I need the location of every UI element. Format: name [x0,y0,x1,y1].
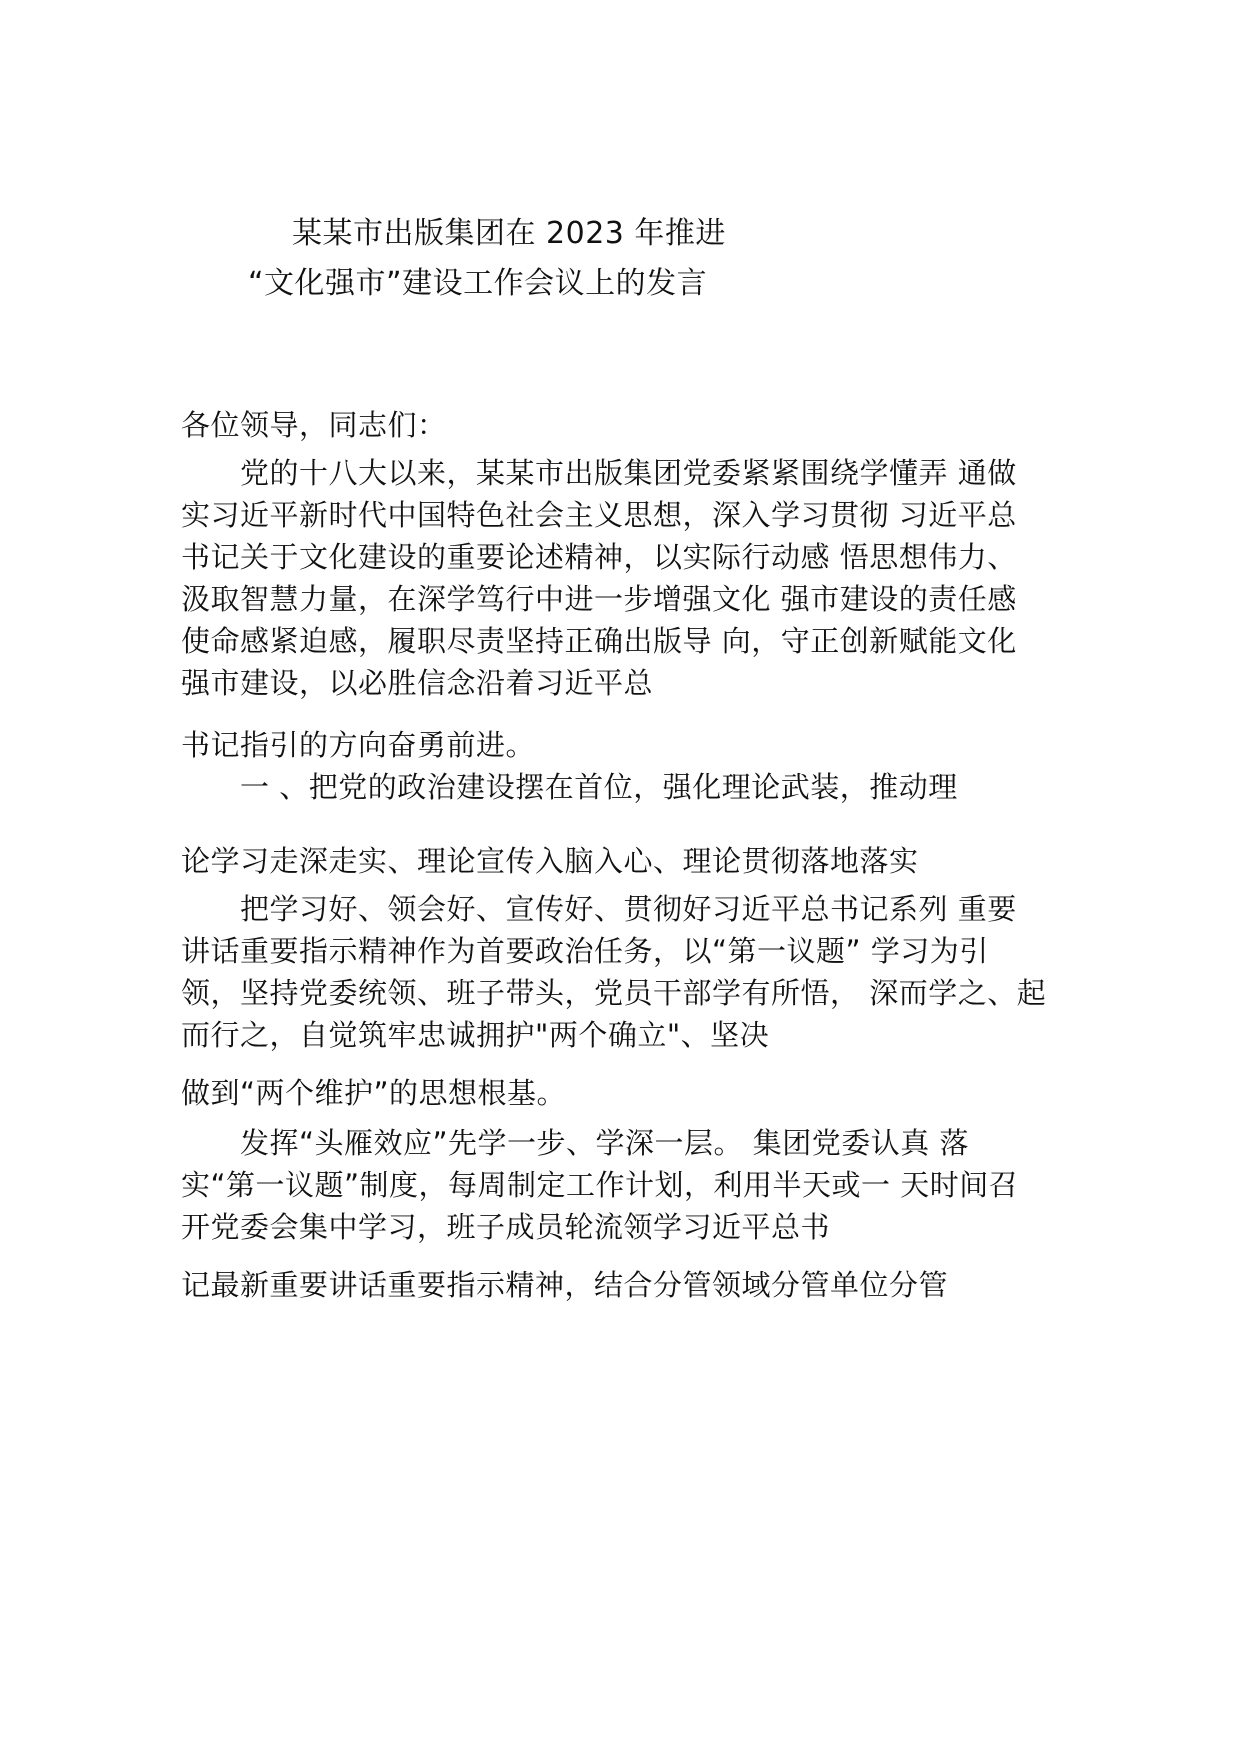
paragraph-2-line: 把学习好、领会好、宣传好、贯彻好习近平总书记系列 重要 [240,892,1017,926]
paragraph-1-line: 使命感紧迫感，履职尽责坚持正确出版导 向，守正创新赋能文化 [181,624,1017,658]
paragraph-3-line: 实“第一议题”制度，每周制定工作计划，利用半天或一 天时间召 [181,1168,1019,1202]
title-line-1: 某某市出版集团在 2023 年推进 [292,216,726,251]
paragraph-2-line: 而行之，自觉筑牢忠诚拥护"两个确立"、坚决 [181,1018,770,1052]
section-heading-1: 一 、把党的政治建设摆在首位，强化理论武装，推动理 [240,770,958,804]
paragraph-1-line: 实习近平新时代中国特色社会主义思想，深入学习贯彻 习近平总 [181,498,1017,532]
paragraph-3-line: 发挥“头雁效应”先学一步、学深一层。 集团党委认真 落 [240,1126,969,1160]
paragraph-1-line: 书记指引的方向奋勇前进。 [181,728,536,762]
paragraph-1-line: 强市建设，以必胜信念沿着习近平总 [181,666,654,700]
section-heading-1: 论学习走深走实、理论宣传入脑入心、理论贯彻落地落实 [181,844,919,878]
paragraph-2-line: 领，坚持党委统领、班子带头，党员干部学有所悟， 深而学之、起 [181,976,1047,1010]
salutation: 各位领导，同志们： [181,408,447,442]
paragraph-3-line: 开党委会集中学习，班子成员轮流领学习近平总书 [181,1210,831,1244]
paragraph-2-line: 做到“两个维护”的思想根基。 [181,1076,567,1110]
title-line-2: “文化强市”建设工作会议上的发言 [248,266,708,301]
paragraph-3-line: 记最新重要讲话重要指示精神，结合分管领域分管单位分管 [181,1268,949,1302]
paragraph-1-line: 书记关于文化建设的重要论述精神，以实际行动感 悟思想伟力、 [181,540,1017,574]
paragraph-2-line: 讲话重要指示精神作为首要政治任务，以“第一议题” 学习为引 [181,934,989,968]
paragraph-1-line: 汲取智慧力量，在深学笃行中进一步增强文化 强市建设的责任感 [181,582,1017,616]
paragraph-1-line: 党的十八大以来，某某市出版集团党委紧紧围绕学懂弄 通做 [240,456,1017,490]
